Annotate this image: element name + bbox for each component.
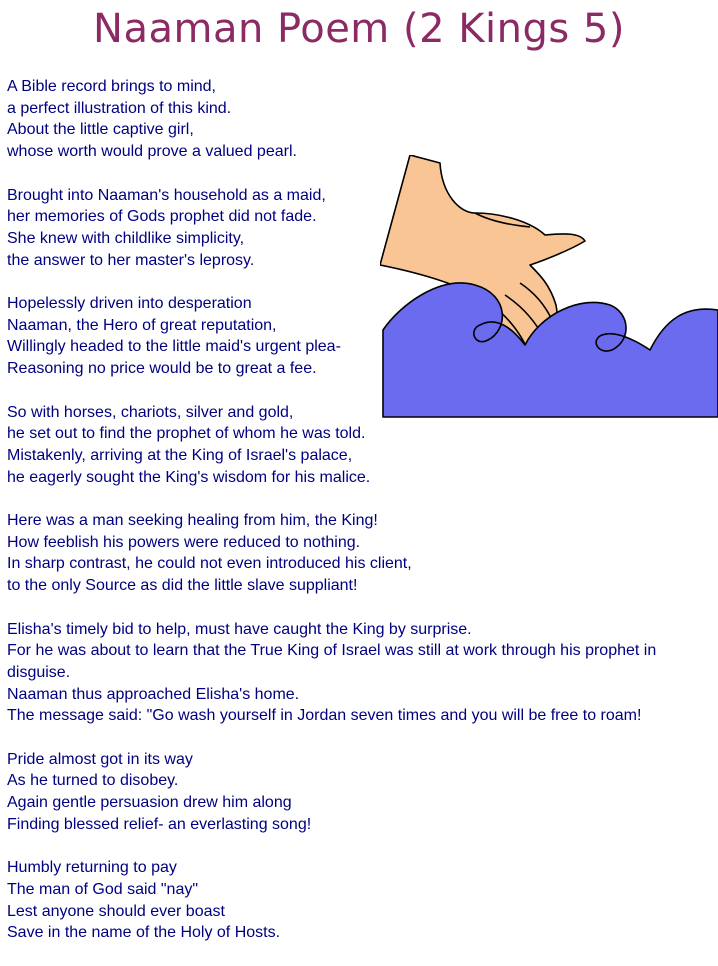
page-title: Naaman Poem (2 Kings 5) (93, 6, 625, 52)
stanza (7, 510, 712, 597)
stanza (7, 857, 712, 944)
poem-line: Hopelessly driven into desperation (7, 295, 252, 312)
poem-line: As he turned to disobey. (7, 772, 179, 790)
poem-body (7, 76, 712, 966)
poem-line: whose worth would prove a valued pearl. (7, 143, 297, 161)
poem-line: Elisha's timely bid to help, must have caught the King by surprise. (7, 620, 472, 638)
stanza (7, 402, 712, 489)
poem-line: Reasoning no price would be to great a fee. (7, 360, 317, 378)
poem-line: her memories of Gods prophet did not fade. (7, 208, 317, 226)
stanza (7, 76, 712, 163)
stanza (7, 619, 712, 728)
poem-line: Humbly returning to pay (7, 859, 177, 877)
stanza (7, 749, 712, 836)
poem-line: The man of God said "nay" (7, 880, 199, 898)
poem-line: Naaman, the Hero of great reputation, (7, 316, 277, 334)
poem-line: Mistakenly, arriving at the King of Israel's palace, (7, 446, 353, 464)
poem-line: Pride almost got in its way (7, 750, 193, 768)
poem-line: Again gentle persuasion drew him along (7, 794, 292, 812)
stanza (7, 293, 712, 380)
poem-line: he set out to find the prophet of whom he was told. (7, 425, 366, 443)
poem-line: For he was about to learn that the True King of Israel was still at work through his prophet in disguise. (7, 642, 657, 681)
poem-line: So with horses, chariots, silver and gold, (7, 403, 294, 421)
poem-line: the answer to her master's leprosy. (7, 251, 255, 269)
poem-line: About the little captive girl, (7, 121, 194, 139)
poem-line: Naaman thus approached Elisha's home. (7, 685, 300, 703)
poem-line: to the only Source as did the little slave suppliant! (7, 577, 358, 595)
poem-line: She knew with childlike simplicity, (7, 229, 245, 247)
poem-line: a perfect illustration of this kind. (7, 99, 232, 117)
poem-line: Here was a man seeking healing from him, the King! (7, 512, 378, 529)
poem-line: Finding blessed relief- an everlasting song! (7, 815, 312, 833)
poem-line: How feeblish his powers were reduced to nothing. (7, 533, 361, 551)
stanza (7, 185, 712, 272)
poem-line: A Bible record brings to mind, (7, 78, 216, 95)
poem-line: In sharp contrast, he could not even introduced his client, (7, 555, 412, 573)
poem-line: Brought into Naaman's household as a maid, (7, 186, 326, 204)
poem-line: Lest anyone should ever boast (7, 902, 225, 920)
poem-line: Save in the name of the Holy of Hosts. (7, 924, 281, 942)
poem-line: The message said: "Go wash yourself in Jordan seven times and you will be free to roam! (7, 707, 642, 725)
poem-line: he eagerly sought the King's wisdom for his malice. (7, 468, 371, 486)
poem-line: Willingly headed to the little maid's urgent plea- (7, 338, 341, 356)
